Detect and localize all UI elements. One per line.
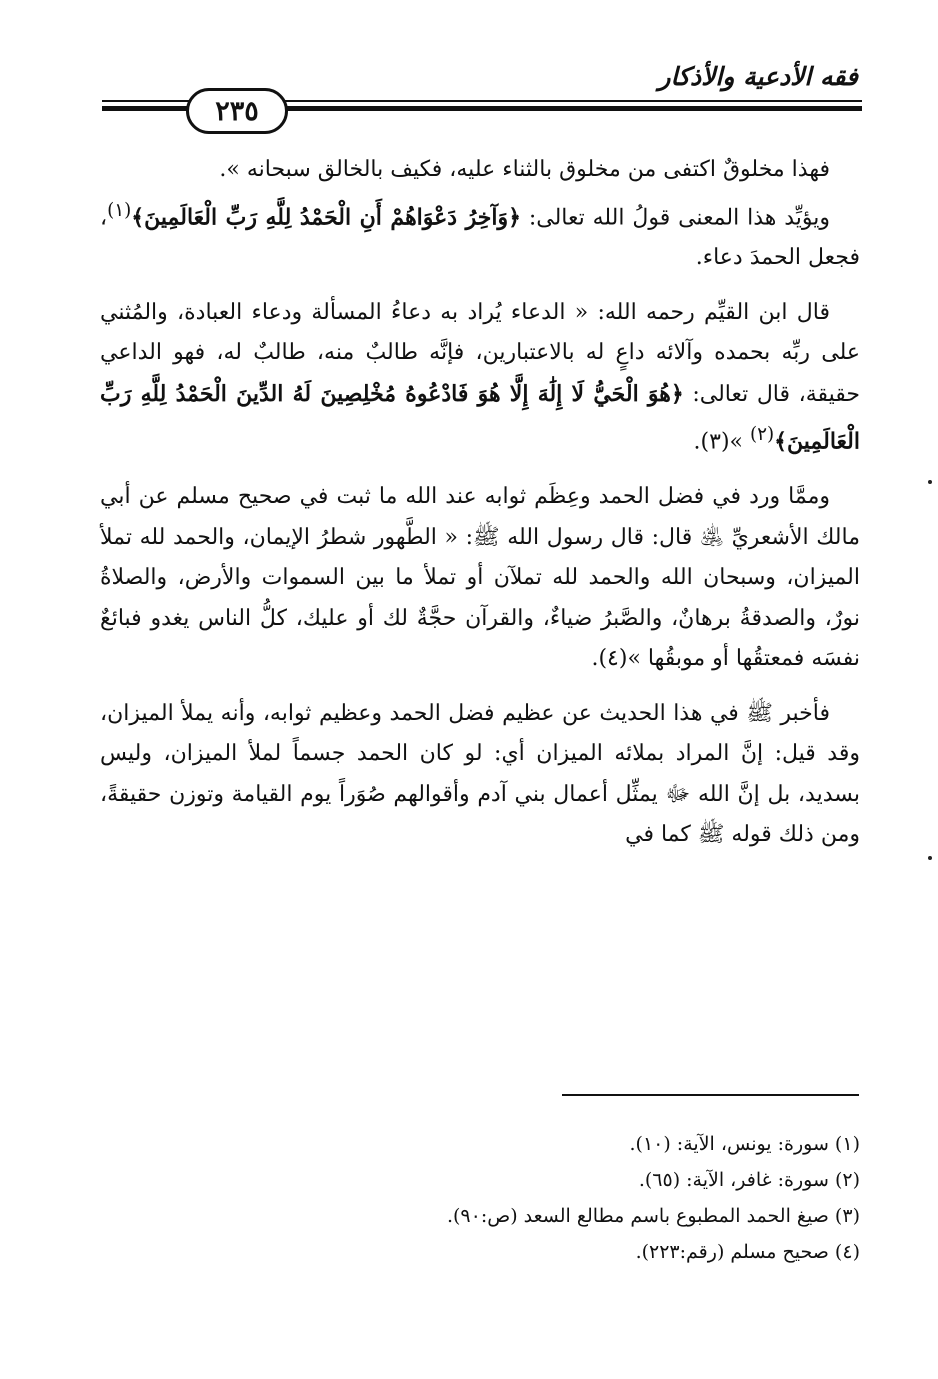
footnote-1: (١) سورة: يونس، الآية: (١٠).	[629, 1133, 860, 1155]
paragraph-5: فأخبر ﷺ في هذا الحديث عن عظيم فضل الحمد وعظيم ثوابه، وأنه يملأ الميزان، وقد قيل: إنَّ المراد بملائه الميزان أي: لو كان الحمد جسماً لملأ الميزان، وليس بسديد، بل إنَّ الله ﷻ يمثِّل أعمال بني آدم وأقوالهم صُوَراً يوم القيامة وتوزن حقيقةً، ومن ذلك قوله ﷺ كما في	[100, 700, 860, 848]
footnote-3: (٣) صيغ الحمد المطبوع باسم مطالع السعد (ص:٩٠).	[446, 1205, 860, 1227]
paragraph-2-intro: ويؤيِّد هذا المعنى قولُ الله تعالى:	[520, 204, 830, 230]
footnote-separator	[562, 1094, 859, 1096]
page-number-badge	[186, 88, 288, 134]
paragraph-4: وممَّا ورد في فضل الحمد وعِظَم ثوابه عند الله ما ثبت في صحيح مسلم عن أبي مالك الأشعريِّ ﵁ قال: قال رسول الله ﷺ: « الطَّهور شطرُ الإيمان، والحمد لله تملأ الميزان، وسبحان الله والحمد لله تملآن أو تملأ ما بين السموات والأرض، والصلاةُ نورٌ، والصدقةُ برهانٌ، والصَّبرُ ضياءٌ، والقرآن حجَّةٌ لك أو عليك، كلُّ الناس يغدو فبائعٌ نفسَه فمعتقُها أو موبقُها »(٤).	[100, 484, 860, 672]
paragraph-3	[100, 293, 860, 463]
paragraph-2-end: ، فجعل الحمدَ دعاء.	[100, 204, 860, 271]
footnotes	[100, 1126, 860, 1270]
page-number: ٢٣٥	[215, 95, 259, 127]
paragraph-2	[100, 191, 860, 279]
paragraph-3-intro: قال ابن القيِّم رحمه الله: « الدعاء يُراد به دعاءُ المسألة ودعاء العبادة، والمُثني على ربِّه بحمده وآلائه داعٍ له بالاعتبارين، فإنَّه طالبٌ منه، طالبٌ له، فهو الداعي حقيقة، قال تعالى:	[100, 299, 860, 407]
running-header-title: فقه الأدعية والأذكار	[658, 62, 858, 91]
quran-verse-1: ﴿وَآخِرُ دَعْوَاهُمْ أَنِ الْحَمْدُ لِلَّهِ رَبِّ الْعَالَمِينَ﴾	[131, 203, 521, 230]
footnote-2: (٢) سورة: غافر، الآية: (٦٥).	[638, 1169, 860, 1191]
paragraph-1: فهذا مخلوقٌ اكتفى من مخلوق بالثناء عليه، فكيف بالخالق سبحانه ».	[219, 157, 830, 182]
scan-speck	[928, 856, 932, 860]
scan-speck	[928, 480, 932, 484]
main-text	[100, 150, 860, 856]
footnote-ref-1: (١)	[107, 199, 132, 221]
footnote-ref-2: (٢)	[749, 424, 775, 446]
quran-verse-2: ﴿هُوَ الْحَيُّ لَا إِلَٰهَ إِلَّا هُوَ فَادْعُوهُ مُخْلِصِينَ لَهُ الدِّينَ الْحَمْدُ لِلَّهِ رَبِّ الْعَالَمِينَ﴾	[100, 380, 860, 455]
footnote-4: (٤) صحيح مسلم (رقم:٢٢٣).	[635, 1241, 860, 1263]
paragraph-3-end: »(٣).	[693, 429, 750, 455]
